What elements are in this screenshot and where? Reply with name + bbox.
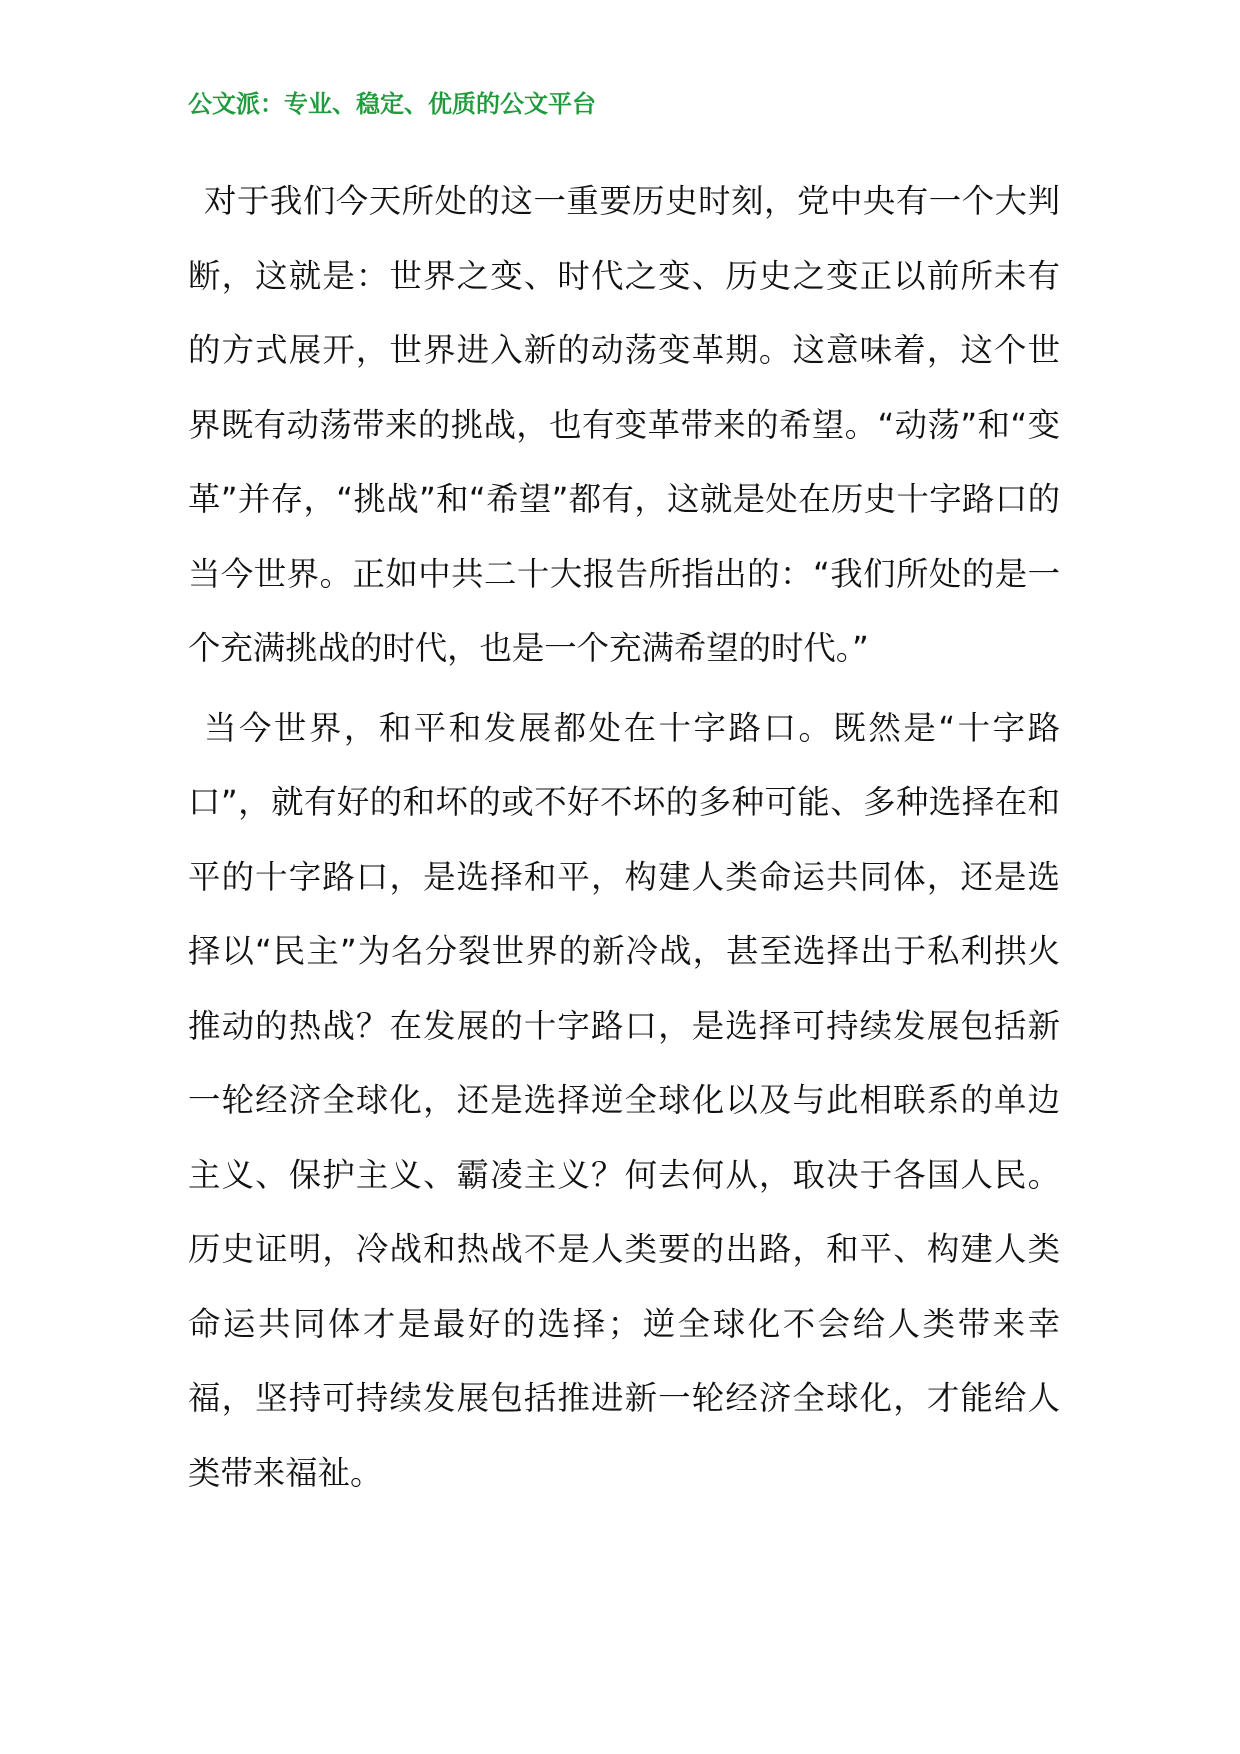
site-header: 公文派：专业、稳定、优质的公文平台 <box>188 89 596 118</box>
article-body <box>188 164 1060 1510</box>
paragraph: 当今世界，和平和发展都处在十字路口。既然是“十字路口”，就有好的和坏的或不好不坏的多种可能、多种选择在和平的十字路口，是选择和平，构建人类命运共同体，还是选择以“民主”为名分裂世界的新冷战，甚至选择出于私利拱火推动的热战？在发展的十字路口，是选择可持续发展包括新一轮经济全球化，还是选择逆全球化以及与此相联系的单边主义、保护主义、霸凌主义？何去何从，取决于各国人民。历史证明，冷战和热战不是人类要的出路，和平、构建人类命运共同体才是最好的选择；逆全球化不会给人类带来幸福，坚持可持续发展包括推进新一轮经济全球化，才能给人类带来福祉。 <box>188 708 1060 1492</box>
paragraph: 对于我们今天所处的这一重要历史时刻，党中央有一个大判断，这就是：世界之变、时代之变、历史之变正以前所未有的方式展开，世界进入新的动荡变革期。这意味着，这个世界既有动荡带来的挑战，也有变革带来的希望。“动荡”和“变革”并存，“挑战”和“希望”都有，这就是处在历史十字路口的当今世界。正如中共二十大报告所指出的：“我们所处的是一个充满挑战的时代，也是一个充满希望的时代。” <box>188 182 1060 667</box>
